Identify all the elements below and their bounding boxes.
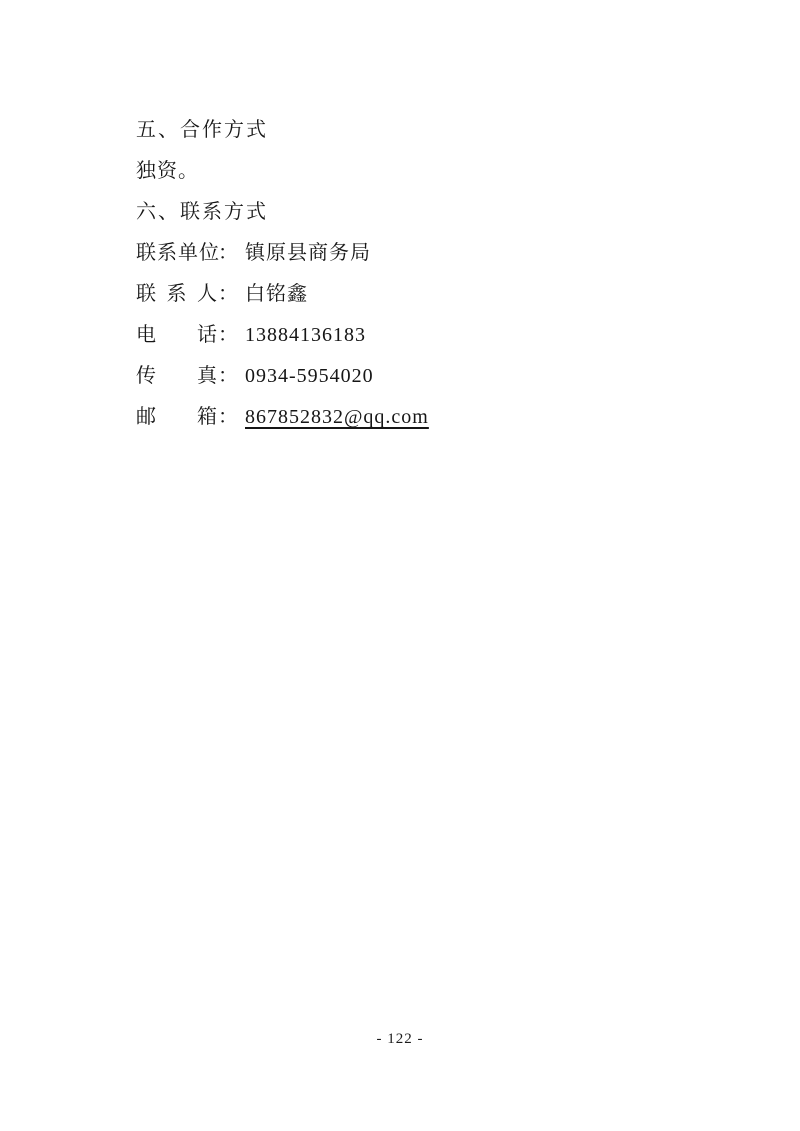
contact-label-phone: 电话	[136, 324, 218, 346]
contact-row-unit	[136, 242, 720, 264]
contact-value-fax: 0934-5954020	[245, 365, 374, 387]
contact-row-phone	[136, 324, 720, 346]
contact-colon: ：	[218, 365, 239, 387]
section-heading-contact-method: 六、联系方式	[136, 201, 268, 223]
email-link[interactable]: 867852832@qq.com	[245, 406, 429, 428]
contact-label-person: 联系人	[136, 283, 218, 305]
contact-label-email: 邮箱	[136, 406, 218, 428]
contact-row-email	[136, 406, 720, 428]
contact-colon: ：	[218, 242, 239, 264]
contact-row-fax	[136, 365, 720, 387]
document-content	[136, 119, 720, 447]
contact-row-person	[136, 283, 720, 305]
contact-value-person: 白铭鑫	[245, 283, 308, 305]
contact-colon: ：	[218, 324, 239, 346]
paragraph-cooperation-method: 独资。	[136, 160, 199, 182]
contact-label-unit: 联系单位	[136, 242, 220, 264]
contact-value-unit: 镇原县商务局	[245, 242, 371, 264]
contact-colon: ：	[218, 406, 239, 428]
section-heading-cooperation-method: 五、合作方式	[136, 119, 268, 141]
page-number: - 122 -	[376, 1031, 424, 1047]
contact-value-phone: 13884136183	[245, 324, 366, 346]
contact-label-fax: 传真	[136, 365, 218, 387]
contact-colon: ：	[218, 283, 239, 305]
